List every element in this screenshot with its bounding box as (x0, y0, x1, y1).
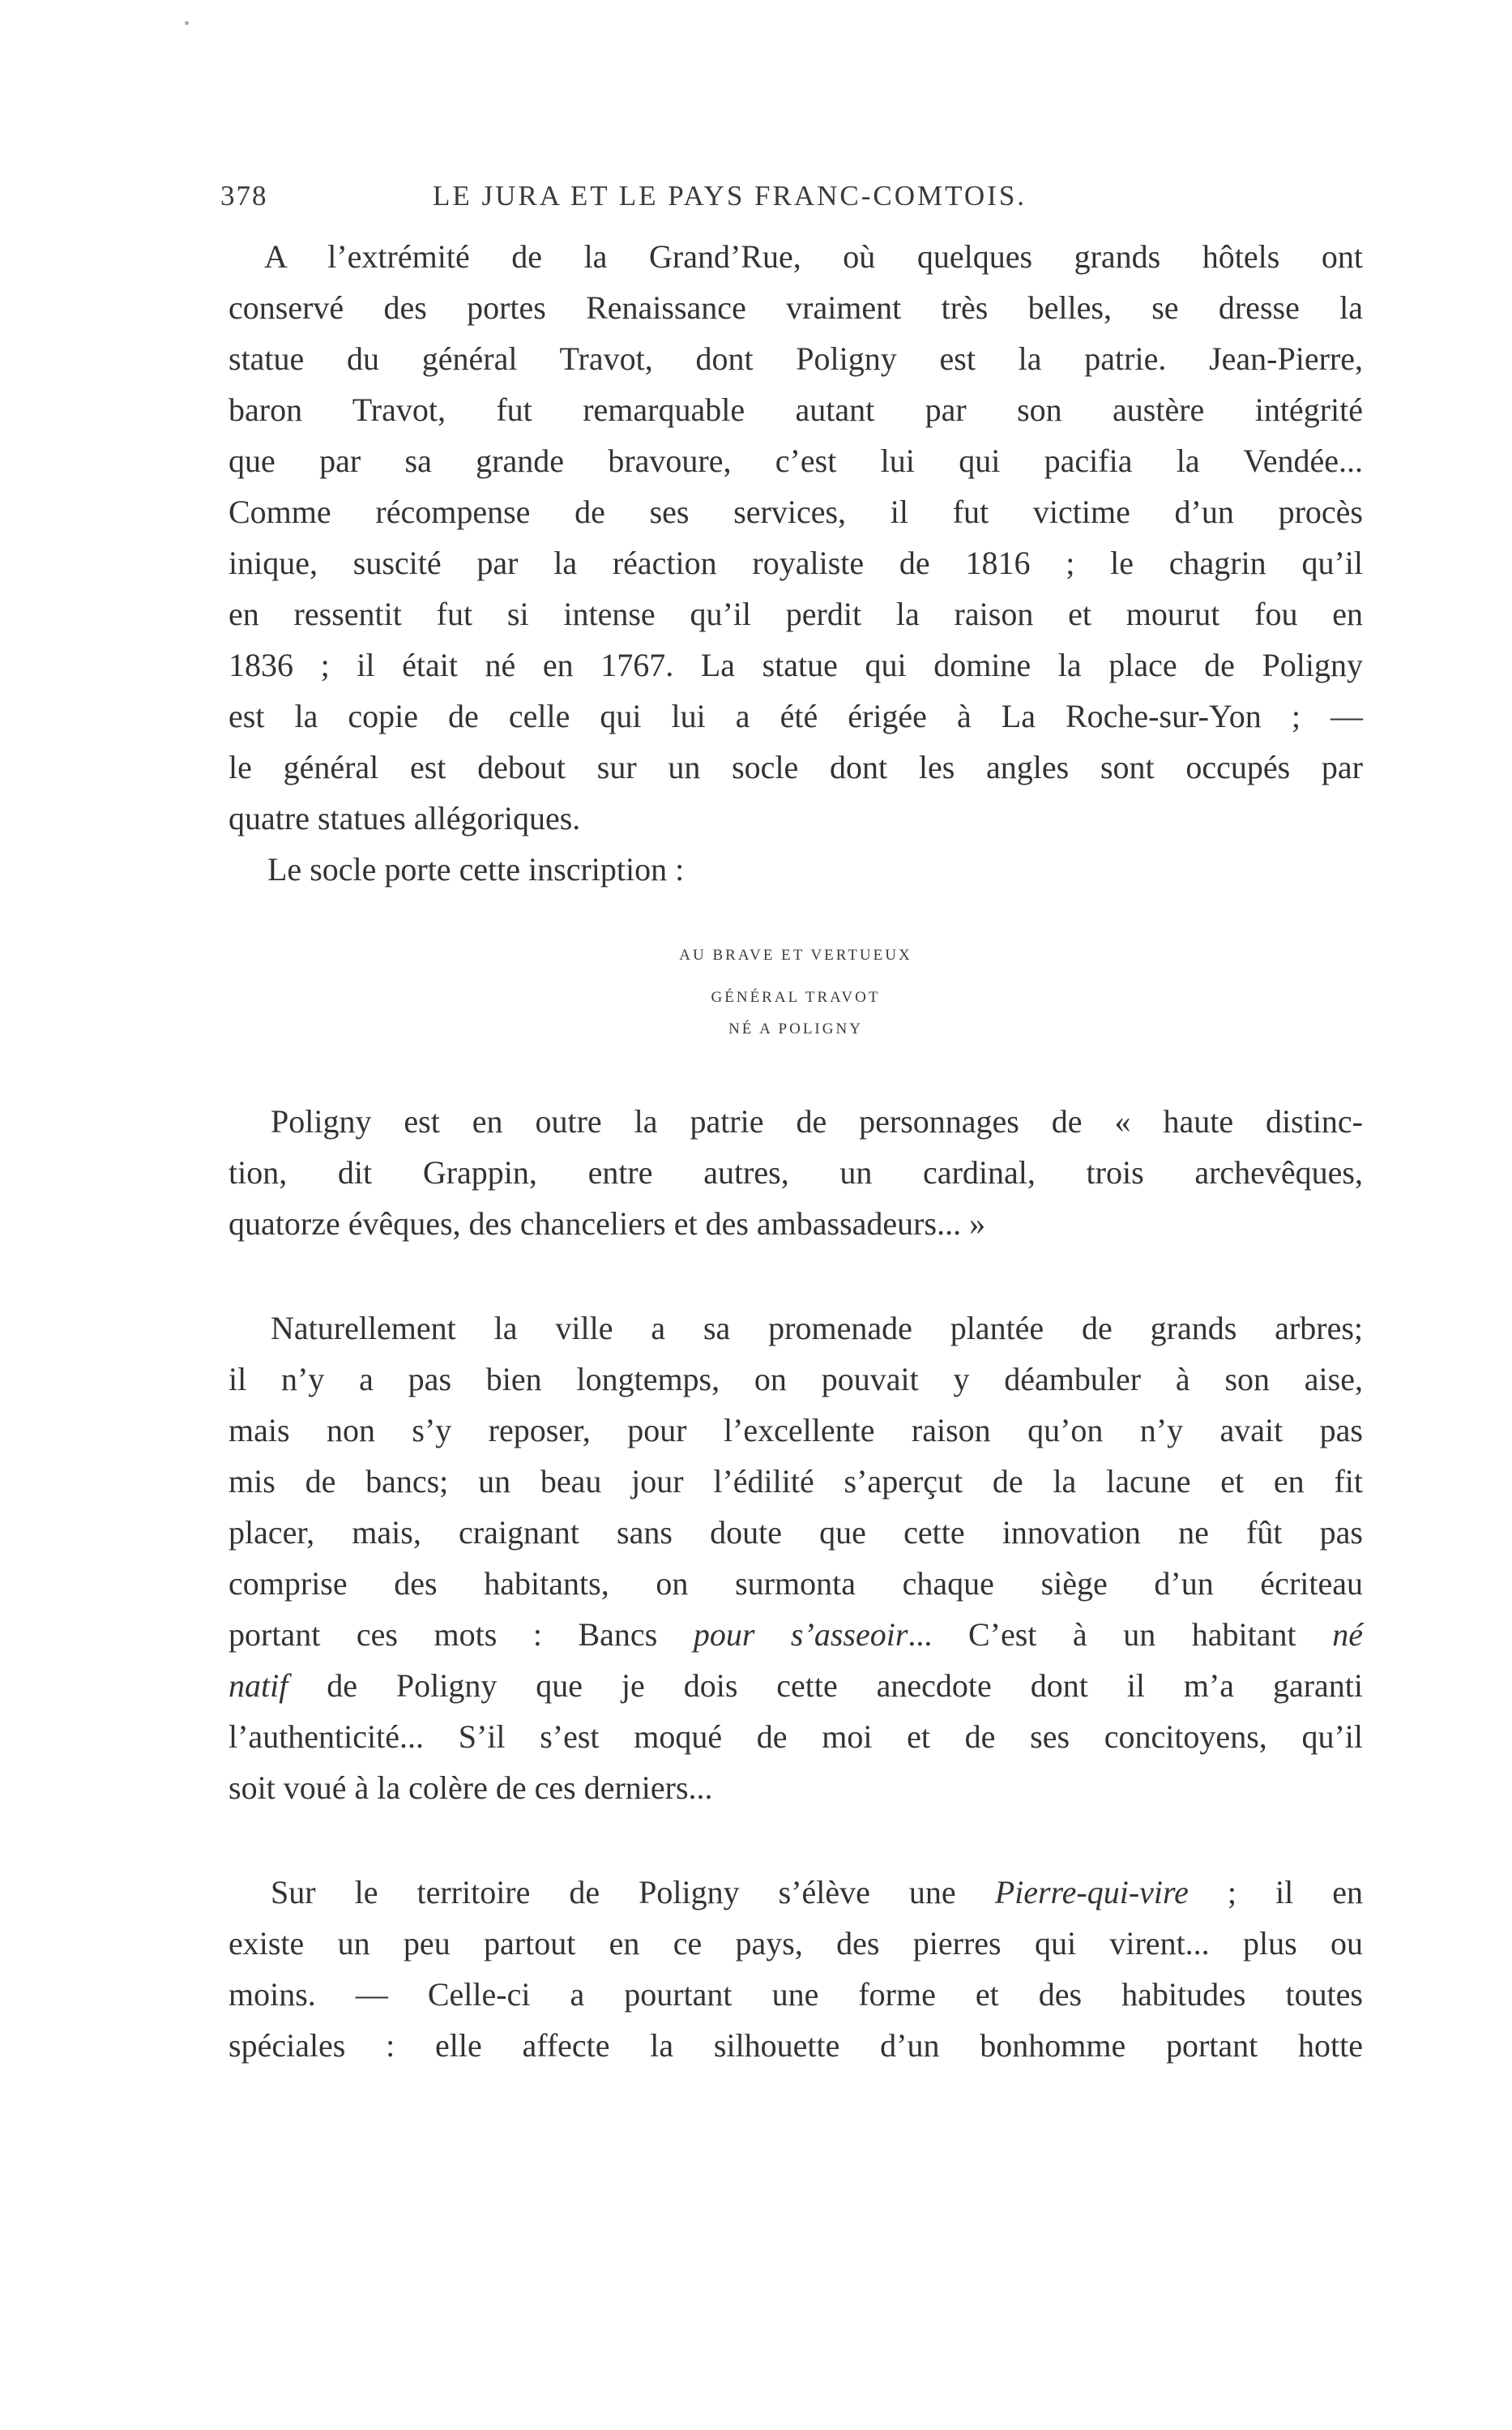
text-line: quatorze évêques, des chanceliers et des ambassadeurs... » (229, 1205, 986, 1242)
text-run: portant ces mots : Bancs (229, 1616, 694, 1653)
text-line: tion, dit Grappin, entre autres, un cardinal, trois archevêques, (229, 1154, 1363, 1191)
text-line: est la copie de celle qui lui a été érigée à La Roche-sur-Yon ; — (229, 698, 1363, 734)
inscription-line: NÉ A POLIGNY (728, 1020, 863, 1037)
text-line (229, 1666, 1363, 1706)
page-number: 378 (220, 180, 268, 212)
text-line: en ressentit fut si intense qu’il perdit la raison et mourut fou en (229, 596, 1363, 632)
paragraph-2: Le socle porte cette inscription : (267, 851, 685, 888)
text-line: que par sa grande bravoure, c’est lui qui pacifia la Vendée... (229, 443, 1363, 479)
text-line: conservé des portes Renaissance vraiment très belles, se dresse la (229, 289, 1363, 326)
text-line: Naturellement la ville a sa promenade plantée de grands arbres; (271, 1310, 1363, 1346)
text-line: soit voué à la colère de ces derniers... (229, 1769, 713, 1806)
text-line: inique, suscité par la réaction royaliste de 1816 ; le chagrin qu’il (229, 545, 1363, 581)
paper-speck (185, 21, 189, 25)
text-line: existe un peu partout en ce pays, des pierres qui virent... plus ou (229, 1925, 1363, 1962)
text-line: moins. — Celle-ci a pourtant une forme et des habitudes toutes (229, 1976, 1363, 2013)
text-line: comprise des habitants, on surmonta chaque siège d’un écriteau (229, 1565, 1363, 1602)
text-line (229, 1615, 1363, 1655)
text-line: l’authenticité... S’il s’est moqué de moi et de ses concitoyens, qu’il (229, 1718, 1363, 1755)
running-title: LE JURA ET LE PAYS FRANC-COMTOIS. (433, 180, 1027, 212)
inscription-line: AU BRAVE ET VERTUEUX (679, 947, 912, 964)
text-line: baron Travot, fut remarquable autant par son austère intégrité (229, 391, 1363, 428)
text-line: A l’extrémité de la Grand’Rue, où quelques grands hôtels ont (264, 238, 1363, 275)
text-line: 1836 ; il était né en 1767. La statue qui domine la place de Poligny (229, 647, 1363, 683)
text-run: de Poligny que je dois cette anecdote dont il m’a garanti (288, 1667, 1363, 1704)
text-line: mais non s’y reposer, pour l’excellente raison qu’on n’y avait pas (229, 1412, 1363, 1448)
inscription-line: GÉNÉRAL TRAVOT (711, 989, 881, 1006)
text-line: il n’y a pas bien longtemps, on pouvait y déambuler à son aise, (229, 1361, 1363, 1397)
text-run: ... C’est à un habitant (908, 1616, 1333, 1653)
text-line: spéciales : elle affecte la silhouette d’un bonhomme portant hotte (229, 2027, 1363, 2064)
text-line: Poligny est en outre la patrie de personnages de « haute distinc- (271, 1103, 1363, 1140)
page-header (220, 180, 1168, 212)
italic-word: né (1332, 1616, 1363, 1653)
italic-word: natif (229, 1667, 288, 1704)
text-run: Sur le territoire de Poligny s’élève une (271, 1874, 995, 1910)
text-line: placer, mais, craignant sans doute que cette innovation ne fût pas (229, 1514, 1363, 1551)
text-line: quatre statues allégoriques. (229, 800, 581, 836)
text-line: statue du général Travot, dont Poligny est la patrie. Jean-Pierre, (229, 340, 1363, 377)
text-line: Comme récompense de ses services, il fut victime d’un procès (229, 494, 1363, 530)
italic-phrase: pour s’asseoir (693, 1616, 908, 1653)
italic-phrase: Pierre-qui-vire (994, 1874, 1189, 1910)
text-run: ; il en (1188, 1874, 1363, 1910)
text-line: le général est debout sur un socle dont les angles sont occupés par (229, 749, 1363, 785)
text-line: mis de bancs; un beau jour l’édilité s’aperçut de la lacune et en fit (229, 1463, 1363, 1499)
text-line (271, 1872, 1363, 1913)
